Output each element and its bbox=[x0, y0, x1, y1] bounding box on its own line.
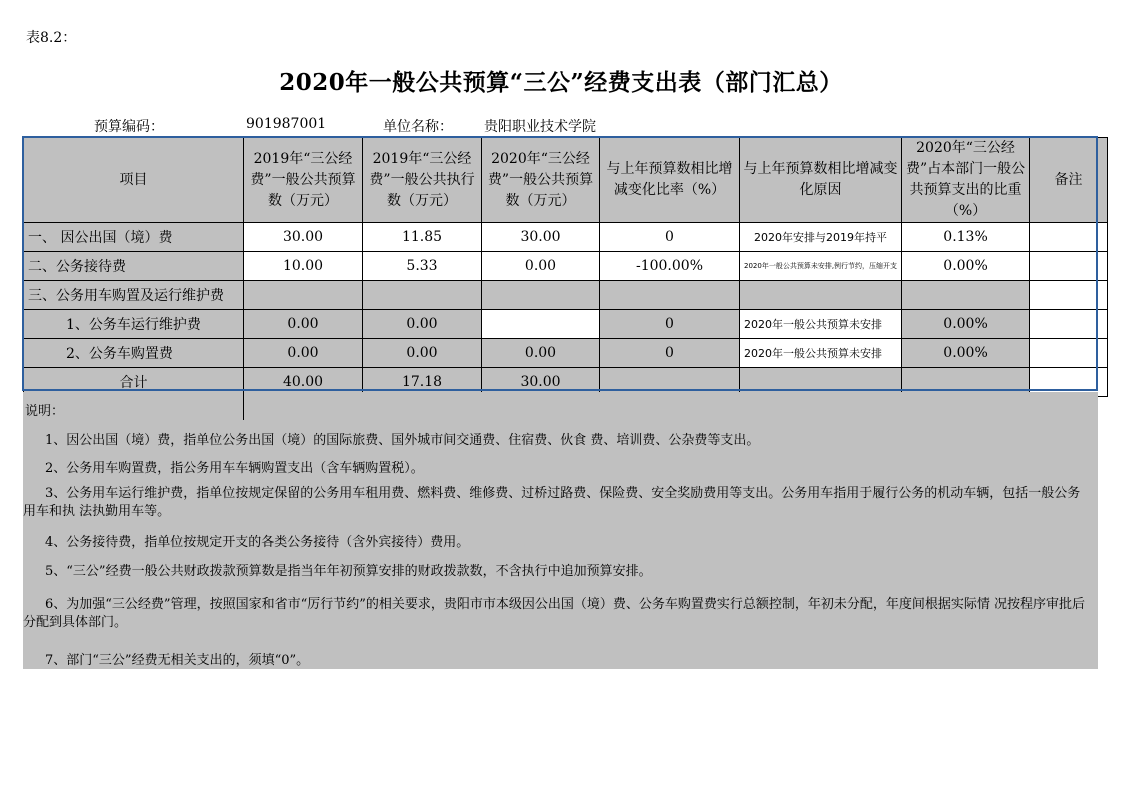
header-2019-budget: 2019年“三公经费”一般公共预算数（万元） bbox=[244, 138, 363, 223]
note-item: 2、公务用车购置费，指公务用车车辆购置支出（含车辆购置税）。 bbox=[45, 461, 424, 476]
cell-value: 0 bbox=[600, 310, 740, 339]
header-item: 项目 bbox=[24, 138, 244, 223]
header-2019-actual: 2019年“三公经费”一般公共执行数（万元） bbox=[363, 138, 482, 223]
total-label: 合计 bbox=[24, 368, 244, 397]
note-item: 3、公务用车运行维护费，指单位按规定保留的公务用车租用费、燃料费、维修费、过桥过路费、保险费、安全奖励费用等支出。公务用车指用于履行公务的机动车辆，包括一般公务用车和执 法执勤用车等。 bbox=[23, 486, 1081, 519]
header-change-reason: 与上年预算数相比增减变化原因 bbox=[740, 138, 902, 223]
header-row bbox=[24, 138, 1108, 223]
note-item: 7、部门“三公”经费无相关支出的，须填“0”。 bbox=[45, 653, 310, 668]
cell-value: 0.00 bbox=[482, 252, 600, 281]
budget-code-label: 预算编码： bbox=[94, 119, 164, 135]
table-row bbox=[24, 339, 1108, 368]
cell-value: 17.18 bbox=[363, 368, 482, 397]
cell-value: 30.00 bbox=[482, 223, 600, 252]
expense-table bbox=[23, 137, 1108, 397]
note-item: 6、为加强“三公经费”管理，按照国家和省市“厉行节约”的相关要求，贵阳市市本级因公出国（境）费、公务车购置费实行总额控制，年初未分配，年度间根据实际情 况按程序审批后分配到具体部门。 bbox=[23, 597, 1085, 630]
cell-value: 0.00 bbox=[363, 339, 482, 368]
cell-value bbox=[363, 281, 482, 310]
cell-value: 0.00 bbox=[244, 339, 363, 368]
cell-value: 30.00 bbox=[482, 368, 600, 397]
cell-value: 0 bbox=[600, 339, 740, 368]
table-row bbox=[24, 310, 1108, 339]
notes-panel bbox=[23, 392, 1098, 669]
cell-reason: 2020年安排与2019年持平 bbox=[740, 223, 902, 252]
row-label: 一、 因公出国（境）费 bbox=[24, 223, 244, 252]
note-item: 4、公务接待费，指单位按规定开支的各类公务接待（含外宾接待）费用。 bbox=[45, 535, 470, 550]
cell-value bbox=[244, 281, 363, 310]
cell-value: 40.00 bbox=[244, 368, 363, 397]
cell-value: 30.00 bbox=[244, 223, 363, 252]
cell-value bbox=[482, 281, 600, 310]
cell-reason: 2020年一般公共预算未安排 bbox=[740, 339, 902, 368]
cell-reason bbox=[740, 281, 902, 310]
table-row bbox=[24, 223, 1108, 252]
cell-value: -100.00% bbox=[600, 252, 740, 281]
cell-value: 0.13% bbox=[902, 223, 1030, 252]
cell-value: 0.00 bbox=[363, 310, 482, 339]
row-label: 1、公务车运行维护费 bbox=[24, 310, 244, 339]
cell-value bbox=[482, 310, 600, 339]
header-share: 2020年“三公经费”占本部门一般公共预算支出的比重（%） bbox=[902, 138, 1030, 223]
cell-value: 0.00% bbox=[902, 310, 1030, 339]
row-label: 三、公务用车购置及运行维护费 bbox=[24, 281, 244, 310]
header-remarks: 备注 bbox=[1030, 138, 1108, 223]
budget-code-value: 901987001 bbox=[246, 116, 327, 132]
cell-remark bbox=[1030, 252, 1108, 281]
cell-value: 0.00 bbox=[244, 310, 363, 339]
cell-value: 10.00 bbox=[244, 252, 363, 281]
notes-heading: 说明： bbox=[25, 404, 65, 419]
cell-remark bbox=[1030, 310, 1108, 339]
cell-remark bbox=[1030, 281, 1108, 310]
cell-value bbox=[600, 281, 740, 310]
header-change-rate: 与上年预算数相比增减变化比率（%） bbox=[600, 138, 740, 223]
header-2020-budget: 2020年“三公经费”一般公共预算数（万元） bbox=[482, 138, 600, 223]
cell-value: 0 bbox=[600, 223, 740, 252]
cell-remark bbox=[1030, 339, 1108, 368]
table-row bbox=[24, 281, 1108, 310]
cell-value: 0.00% bbox=[902, 252, 1030, 281]
cell-reason: 2020年一般公共预算未安排,例行节约，压缩开支 bbox=[740, 252, 902, 281]
cell-value: 5.33 bbox=[363, 252, 482, 281]
unit-name-value: 贵阳职业技术学院 bbox=[484, 119, 596, 135]
row-label: 二、公务接待费 bbox=[24, 252, 244, 281]
page-title: 2020年一般公共预算“三公”经费支出表（部门汇总） bbox=[279, 69, 843, 96]
cell-value: 11.85 bbox=[363, 223, 482, 252]
divider bbox=[243, 392, 244, 420]
cell-value: 0.00% bbox=[902, 339, 1030, 368]
cell-reason: 2020年一般公共预算未安排 bbox=[740, 310, 902, 339]
table-row bbox=[24, 252, 1108, 281]
note-item: 5、“三公”经费一般公共财政拨款预算数是指当年年初预算安排的财政拨款数，不含执行中追加预算安排。 bbox=[45, 564, 652, 579]
unit-name-label: 单位名称： bbox=[383, 119, 453, 135]
table-number: 表8.2： bbox=[26, 30, 77, 46]
row-label: 2、公务车购置费 bbox=[24, 339, 244, 368]
cell-value bbox=[902, 281, 1030, 310]
note-item: 1、因公出国（境）费，指单位公务出国（境）的国际旅费、国外城市间交通费、住宿费、伙食 费、培训费、公杂费等支出。 bbox=[45, 433, 760, 448]
cell-remark bbox=[1030, 223, 1108, 252]
cell-value: 0.00 bbox=[482, 339, 600, 368]
